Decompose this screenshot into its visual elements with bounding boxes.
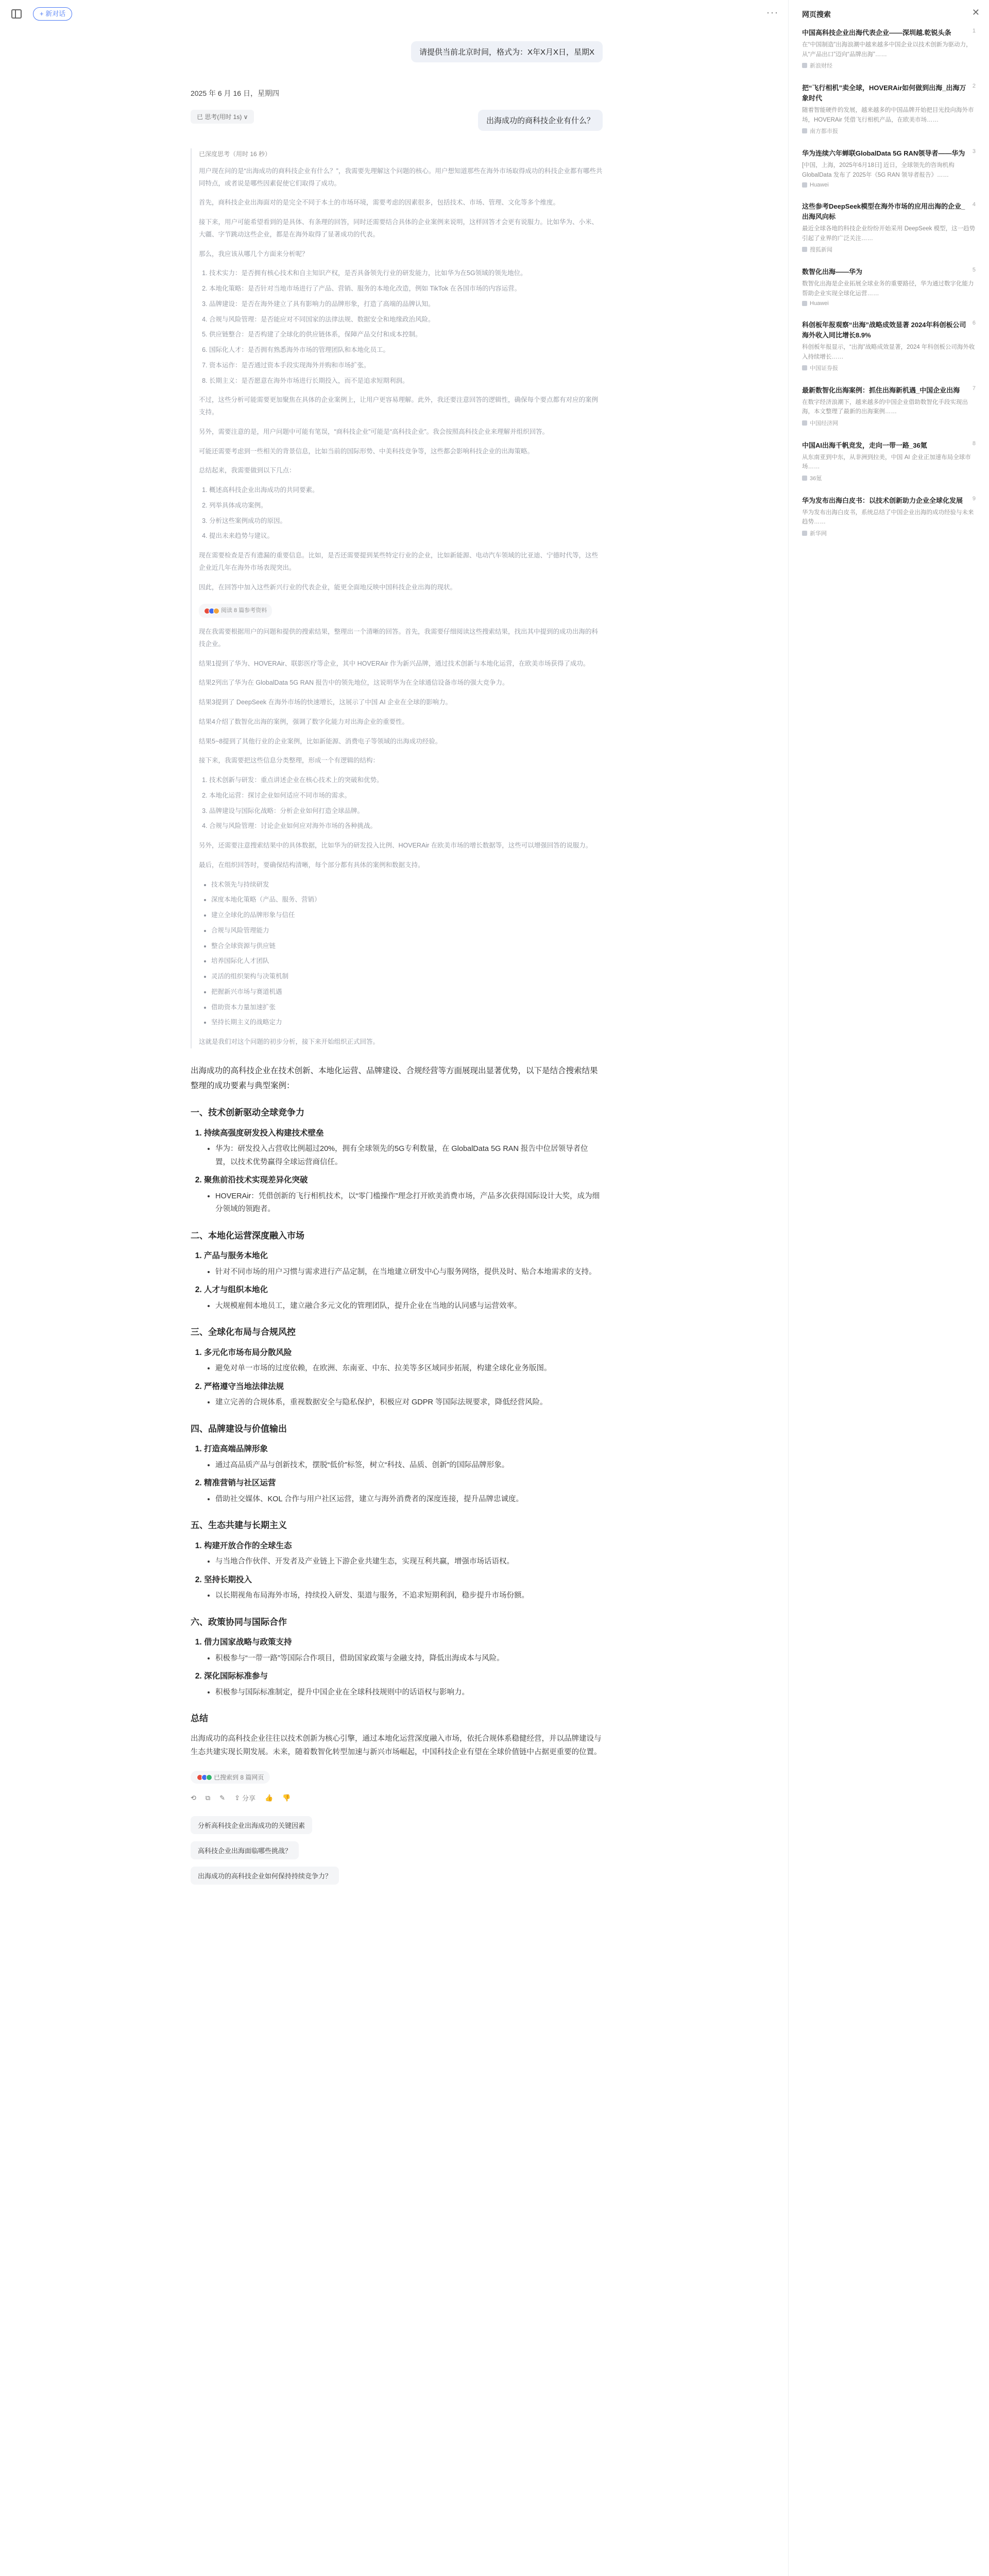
reference-source bbox=[802, 364, 976, 372]
thumbs-up-icon-glyph: 👍 bbox=[265, 1793, 274, 1802]
section-item-head: 构建开放合作的全球生态 bbox=[204, 1541, 292, 1550]
new-chat-button[interactable]: + 新对话 bbox=[33, 7, 72, 21]
edit-icon-glyph: ✎ bbox=[219, 1793, 226, 1802]
section-item-detail: • 积极参与国际标准制定，提升中国企业在全球科技规则中的话语权与影响力。 bbox=[215, 1686, 603, 1699]
followup-suggestions bbox=[191, 1816, 603, 1885]
reasoning-item: • 深度本地化策略（产品、服务、营销） bbox=[211, 894, 603, 906]
section-title: 二、本地化运营深度融入市场 bbox=[191, 1230, 304, 1241]
reference-source bbox=[802, 245, 976, 253]
reasoning-item: 另外，需要注意的是，用户问题中可能有笔误，“商科技企业”可能是“高科技企业”。我会按照高科技企业来理解并组织回答。 bbox=[199, 428, 549, 435]
reasoning-closing: 这就是我们对这个问题的初步分析，接下来开始组织正式回答。 bbox=[199, 1038, 380, 1046]
regenerate-icon-glyph: ⟲ bbox=[191, 1793, 196, 1802]
section-item bbox=[204, 1380, 603, 1410]
section-list bbox=[204, 1126, 603, 1216]
section-item-head: 打造高端品牌形象 bbox=[204, 1445, 268, 1454]
reasoning-item: 现在我需要根据用户的问题和提供的搜索结果，整理出一个清晰的回答。首先，我需要仔细阅读这些搜索结果，找出其中提到的成功出海的科技企业。 bbox=[199, 628, 599, 648]
section-item-head: 借力国家战略与政策支持 bbox=[204, 1638, 292, 1647]
reasoning-bullets bbox=[211, 879, 603, 1029]
reference-source-name: Huawei bbox=[810, 300, 829, 307]
reasoning-item: 结果1提到了华为、HOVERAir、联影医疗等企业，其中 HOVERAir 作为新兴品牌，通过技术创新与本地化运营，在欧美市场获得了成功。 bbox=[199, 659, 590, 667]
reference-item[interactable] bbox=[802, 385, 976, 427]
rail-header bbox=[789, 0, 989, 28]
followup-suggestion[interactable]: 分析高科技企业出海成功的关键因素 bbox=[191, 1816, 312, 1834]
section-item-details bbox=[215, 1459, 603, 1472]
source-favicon-icon bbox=[802, 420, 807, 426]
section-item-details bbox=[215, 1266, 603, 1279]
reference-item[interactable] bbox=[802, 83, 976, 135]
reasoning-item: 结果4介绍了数智化出海的案例，强调了数字化能力对出海企业的重要性。 bbox=[199, 718, 408, 725]
reference-number: 9 bbox=[972, 495, 976, 502]
reasoning-item: 5. 供应链整合：是否构建了全球化的供应链体系，保障产品交付和成本控制。 bbox=[209, 329, 603, 341]
section-item bbox=[204, 1173, 603, 1216]
source-favicon-icon bbox=[802, 128, 807, 133]
reasoning-item: 结果5~8提到了其他行业的企业案例，比如新能源、消费电子等领域的出海成功经验。 bbox=[199, 737, 442, 745]
reasoning-item: 4. 提出未来趋势与建议。 bbox=[209, 530, 603, 543]
reference-snippet: 随着智能硬件的发展，越来越多的中国品牌开始把目光投向海外市场，HOVERAir 凭借飞行相机产品，在欧美市场…… bbox=[802, 107, 974, 123]
reference-number: 2 bbox=[972, 82, 976, 89]
share-icon-glyph: ⇪ bbox=[234, 1793, 241, 1802]
reference-title[interactable]: 中国高科技企业出海代表企业——深圳越.乾锐头条 bbox=[802, 29, 951, 37]
reference-item[interactable] bbox=[802, 267, 976, 307]
copy-icon-glyph: ⧉ bbox=[205, 1793, 211, 1802]
section-item-detail: • 积极参与“一带一路”等国际合作项目，借助国家政策与金融支持，降低出海成本与风险。 bbox=[215, 1652, 603, 1665]
message-actions bbox=[191, 1793, 603, 1803]
section-item-head: 坚持长期投入 bbox=[204, 1575, 252, 1584]
reference-item[interactable] bbox=[802, 440, 976, 482]
reference-source-name: 36氪 bbox=[810, 475, 822, 482]
reasoning-item: 那么，我应该从哪几个方面来分析呢？ bbox=[199, 250, 309, 258]
reasoning-item: 1. 概述高科技企业出海成功的共同要素。 bbox=[209, 484, 603, 497]
badge-dots-icon bbox=[197, 1774, 211, 1781]
reference-snippet: 数智化出海是企业拓展全球业务的重要路径，华为通过数字化能力帮助企业实现全球化运营…… bbox=[802, 281, 974, 297]
assistant-answer bbox=[191, 1064, 603, 1759]
section-list bbox=[204, 1442, 603, 1506]
section-item-head: 持续高强度研发投入构建技术壁垒 bbox=[204, 1128, 324, 1138]
section-item bbox=[204, 1669, 603, 1699]
reasoning-item: 接下来，用户可能希望看到的是具体、有条理的回答，同时还需要结合具体的企业案例来说明，这样回答才会更有说服力。比如华为、小米、大疆、字节跳动这些企业，都是在海外取得了显著成功的代表。 bbox=[199, 218, 599, 238]
section-item bbox=[204, 1249, 603, 1279]
top-bar bbox=[0, 0, 788, 28]
reference-title[interactable]: 最新数智化出海案例：抓住出海新机遇_中国企业出海 bbox=[802, 386, 960, 394]
followup-suggestion[interactable]: 出海成功的高科技企业如何保持持续竞争力？ bbox=[191, 1867, 339, 1885]
source-favicon-icon bbox=[802, 531, 807, 536]
reference-item[interactable] bbox=[802, 496, 976, 537]
reasoning-item: 4. 合规与风险管理：是否能应对不同国家的法律法规、数据安全和地缘政治风险。 bbox=[209, 314, 603, 326]
reasoning-item: 7. 资本运作：是否通过资本手段实现海外并购和市场扩张。 bbox=[209, 360, 603, 372]
reference-snippet: 华为发布出海白皮书，系统总结了中国企业出海的成功经验与未来趋势…… bbox=[802, 509, 974, 526]
reference-source-name: 南方都市报 bbox=[810, 128, 838, 134]
section-item-head: 人才与组织本地化 bbox=[204, 1285, 268, 1295]
section-item bbox=[204, 1635, 603, 1665]
section-item-details bbox=[215, 1190, 603, 1216]
section-item-detail: • HOVERAir：凭借创新的飞行相机技术，以“零门槛操作”理念打开欧美消费市场，产品多次获得国际设计大奖，成为细分领域的领跑者。 bbox=[215, 1190, 603, 1216]
section-item-detail: • 华为：研发投入占营收比例超过20%，拥有全球领先的5G专利数量，在 GlobalData 5G RAN 报告中位居领导者位置，以技术优势赢得全球运营商信任。 bbox=[215, 1143, 603, 1169]
reference-item[interactable] bbox=[802, 320, 976, 372]
reasoning-item: 不过，这些分析可能需要更加聚焦在具体的企业案例上，让用户更容易理解。此外，我还要注意回答的逻辑性，确保每个要点都有对应的案例支持。 bbox=[199, 396, 599, 416]
reference-title[interactable]: 数智化出海——华为 bbox=[802, 267, 863, 276]
reasoning-title: 已深度思考（用时 16 秒） bbox=[199, 150, 271, 158]
reference-source-name: 搜狐新闻 bbox=[810, 246, 832, 253]
reasoning-item: • 建立全球化的品牌形象与信任 bbox=[211, 909, 603, 922]
section-item bbox=[204, 1476, 603, 1506]
section-item bbox=[204, 1573, 603, 1603]
reasoning-points bbox=[209, 267, 603, 387]
reasoning-item: 用户现在问的是“出海成功的商科技企业有什么？”，我需要先理解这个问题的核心。用户想知道那些在海外市场取得成功的科技企业都有哪些共同特点，或者说是哪些因素促使它们取得了成功。 bbox=[199, 167, 603, 187]
reference-number: 4 bbox=[972, 201, 976, 208]
source-chip-label: 阅读 8 篇参考资料 bbox=[221, 607, 267, 614]
reasoning-item: • 把握新兴市场与赛道机遇 bbox=[211, 986, 603, 998]
reference-source bbox=[802, 127, 976, 135]
source-favicon-icon bbox=[802, 182, 807, 188]
reference-source-name: 新浪财经 bbox=[810, 62, 832, 69]
section-item-head: 严格遵守当地法律法规 bbox=[204, 1382, 284, 1391]
reference-source bbox=[802, 419, 976, 427]
reasoning-item: 结果3提到了 DeepSeek 在海外市场的快速增长，这展示了中国 AI 企业在全球的影响力。 bbox=[199, 699, 452, 706]
reasoning-item: 3. 品牌建设：是否在海外建立了具有影响力的品牌形象，打造了高端的品牌认知。 bbox=[209, 298, 603, 311]
reasoning-item: 2. 本地化策略：是否针对当地市场进行了产品、营销、服务的本地化改造，例如 TikTok 在各国市场的内容运营。 bbox=[209, 283, 603, 295]
share-button-label: 分享 bbox=[242, 1794, 256, 1803]
section-list bbox=[204, 1539, 603, 1603]
reasoning-item: 4. 合规与风险管理：讨论企业如何应对海外市场的各种挑战。 bbox=[209, 820, 603, 833]
reference-number: 3 bbox=[972, 148, 976, 155]
reference-source-name: 新华网 bbox=[810, 530, 827, 537]
source-favicon-icon bbox=[802, 476, 807, 481]
reasoning-item: 3. 品牌建设与国际化战略：分析企业如何打造全球品牌。 bbox=[209, 805, 603, 818]
search-badge[interactable] bbox=[191, 1771, 270, 1784]
reasoning-item: 6. 国际化人才：是否拥有熟悉海外市场的管理团队和本地化员工。 bbox=[209, 344, 603, 357]
section-item-head: 深化国际标准参与 bbox=[204, 1672, 268, 1681]
search-badge-label: 已搜索到 8 篇网页 bbox=[214, 1774, 264, 1782]
source-chip[interactable] bbox=[199, 604, 272, 618]
reference-source bbox=[802, 529, 976, 537]
user-message-1: 请提供当前北京时间，格式为：X年X月X日，星期X bbox=[411, 41, 603, 62]
reference-snippet: 在数字经济浪潮下，越来越多的中国企业借助数智化手段实现出海，本文整理了最新的出海案例…… bbox=[802, 399, 968, 415]
reference-source bbox=[802, 61, 976, 70]
section-item-detail: • 大规模雇佣本地员工，建立融合多元文化的管理团队，提升企业在当地的认同感与运营效率。 bbox=[215, 1300, 603, 1313]
reasoning-item: 最后，在组织回答时，要确保结构清晰，每个部分都有具体的案例和数据支持。 bbox=[199, 861, 424, 869]
reference-number: 8 bbox=[972, 440, 976, 447]
section-item-head: 产品与服务本地化 bbox=[204, 1251, 268, 1260]
more-options-icon[interactable]: ··· bbox=[766, 7, 779, 18]
reasoning-item: 1. 技术创新与研发：重点讲述企业在核心技术上的突破和优势。 bbox=[209, 774, 603, 787]
rail-title: 网页搜索 bbox=[802, 10, 831, 19]
reference-title[interactable]: 科创板年报观察“出海”战略成效显著 2024年科创板公司海外收入同比增长8.9% bbox=[802, 320, 966, 340]
reasoning-item: 首先，商科技企业出海面对的是完全不同于本土的市场环境，需要考虑的因素很多，包括技术、市场、管理、文化等多个维度。 bbox=[199, 199, 560, 207]
reasoning-item: • 灵活的组织架构与决策机制 bbox=[211, 971, 603, 983]
summary-title: 总结 bbox=[191, 1714, 208, 1724]
reasoning-todo bbox=[209, 484, 603, 543]
source-favicon-icon bbox=[802, 63, 807, 68]
section-item-head: 聚焦前沿技术实现差异化突破 bbox=[204, 1176, 308, 1185]
section-item bbox=[204, 1539, 603, 1569]
reasoning-paragraphs-5 bbox=[199, 840, 603, 872]
section-item-detail: • 借助社交媒体、KOL 合作与用户社区运营，建立与海外消费者的深度连接，提升品牌忠诚度。 bbox=[215, 1493, 603, 1506]
user-message-2: 出海成功的商科技企业有什么？ bbox=[478, 110, 603, 131]
reasoning-item: 8. 长期主义：是否愿意在海外市场进行长期投入，而不是追求短期利润。 bbox=[209, 375, 603, 387]
section-item-detail: • 以长期视角布局海外市场，持续投入研发、渠道与服务，不追求短期利润，稳步提升市场份额。 bbox=[215, 1589, 603, 1602]
section-item-detail: • 通过高品质产品与创新技术，摆脱“低价”标签，树立“科技、品质、创新”的国际品牌形象。 bbox=[215, 1459, 603, 1472]
section-item-head: 多元化市场布局分散风险 bbox=[204, 1348, 292, 1357]
followup-suggestion[interactable]: 高科技企业出海面临哪些挑战？ bbox=[191, 1841, 299, 1859]
reference-title[interactable]: 把“飞行相机”卖全球，HOVERAir如何做到出海_出海万象时代 bbox=[802, 83, 966, 103]
section-list bbox=[204, 1346, 603, 1410]
reference-title[interactable]: 华为连续六年蝉联GlobalData 5G RAN领导者——华为 bbox=[802, 149, 965, 157]
reference-item[interactable] bbox=[802, 201, 976, 253]
reference-number: 6 bbox=[972, 319, 976, 326]
reasoning-item: 可能还需要考虑到一些相关的背景信息，比如当前的国际形势、中美科技竞争等，这些都会影响科技企业的出海策略。 bbox=[199, 447, 534, 455]
assistant-date-reply: 2025 年 6 月 16 日，星期四 bbox=[191, 89, 279, 97]
close-icon[interactable]: ✕ bbox=[971, 7, 980, 18]
reasoning-item: 总结起来，我需要做到以下几点： bbox=[199, 467, 296, 474]
summary-text: 出海成功的高科技企业往往以技术创新为核心引擎，通过本地化运营深度融入市场，依托合规体系稳健经营，并以品牌建设与生态共建实现长期发展。未来，随着数智化转型加速与新兴市场崛起，中国科技企业有望在全球价值链中占据更重要的位置。 bbox=[191, 1734, 602, 1757]
reasoning-item: 结果2列出了华为在 GlobalData 5G RAN 报告中的领先地位，这说明华为在全球通信设备市场的强大竞争力。 bbox=[199, 679, 509, 687]
section-title: 五、生态共建与长期主义 bbox=[191, 1520, 287, 1531]
section-item bbox=[204, 1126, 603, 1169]
reference-source bbox=[802, 300, 976, 307]
reasoning-panel bbox=[191, 148, 603, 1048]
section-item-details bbox=[215, 1143, 603, 1169]
reasoning-todo2 bbox=[209, 774, 603, 833]
reference-title[interactable]: 这些参考DeepSeek模型在海外市场的应用出海的企业_出海风向标 bbox=[802, 202, 965, 221]
source-favicon-icon bbox=[802, 301, 807, 306]
answer-intro: 出海成功的高科技企业在技术创新、本地化运营、品牌建设、合规经营等方面展现出显著优势，以下是结合搜索结果整理的成功要素与典型案例： bbox=[191, 1066, 598, 1090]
search-results-panel bbox=[788, 0, 989, 2576]
regenerate-icon[interactable] bbox=[191, 1794, 196, 1802]
reasoning-paragraphs bbox=[199, 165, 603, 261]
reasoning-item: • 整合全球资源与供应链 bbox=[211, 940, 603, 953]
section-item-detail: • 避免对单一市场的过度依赖，在欧洲、东南亚、中东、拉美等多区域同步拓展，构建全球化业务版图。 bbox=[215, 1362, 603, 1375]
section-list bbox=[204, 1249, 603, 1313]
reference-number: 1 bbox=[972, 28, 976, 34]
section-item bbox=[204, 1442, 603, 1472]
reference-number: 7 bbox=[972, 385, 976, 392]
copy-icon[interactable] bbox=[206, 1794, 210, 1802]
section-item bbox=[204, 1283, 603, 1313]
source-favicon-icon bbox=[802, 247, 807, 252]
sidebar-toggle-icon[interactable] bbox=[11, 9, 22, 19]
section-item-detail: • 与当地合作伙伴、开发者及产业链上下游企业共建生态，实现互利共赢，增强市场话语权。 bbox=[215, 1555, 603, 1568]
section-item bbox=[204, 1346, 603, 1376]
section-title: 四、品牌建设与价值输出 bbox=[191, 1423, 287, 1434]
share-button[interactable] bbox=[234, 1793, 255, 1803]
reference-item[interactable] bbox=[802, 28, 976, 70]
section-item-details bbox=[215, 1300, 603, 1313]
reference-snippet: 从东南亚到中东，从非洲到拉美，中国 AI 企业正加速布局全球市场…… bbox=[802, 454, 971, 470]
section-title: 一、技术创新驱动全球竞争力 bbox=[191, 1108, 304, 1118]
reasoning-item: • 借助资本力量加速扩张 bbox=[211, 1002, 603, 1014]
reasoning-item: 因此，在回答中加入这些新兴行业的代表企业，能更全面地反映中国科技企业出海的现状。 bbox=[199, 583, 457, 591]
section-item-head: 精准营销与社区运营 bbox=[204, 1479, 276, 1488]
reasoning-item: 2. 本地化运营：探讨企业如何适应不同市场的需求。 bbox=[209, 790, 603, 802]
reference-source-name: Huawei bbox=[810, 181, 829, 188]
thumbs-up-icon[interactable] bbox=[265, 1794, 273, 1802]
reference-title[interactable]: 中国AI出海千帆竞发，走向一带一路_36氪 bbox=[802, 441, 927, 449]
thumbs-down-icon-glyph: 👎 bbox=[282, 1793, 291, 1802]
reasoning-item: 2. 列举具体成功案例。 bbox=[209, 500, 603, 512]
reasoning-paragraphs-2 bbox=[199, 394, 603, 477]
section-item-details bbox=[215, 1686, 603, 1699]
reference-source bbox=[802, 182, 976, 188]
section-item-detail: • 针对不同市场的用户习惯与需求进行产品定制，在当地建立研发中心与服务网络，提供及时、贴合本地需求的支持。 bbox=[215, 1266, 603, 1279]
reasoning-item: 3. 分析这些案例成功的原因。 bbox=[209, 515, 603, 528]
reasoning-item: • 坚持长期主义的战略定力 bbox=[211, 1016, 603, 1029]
reasoning-item: 现在需要检查是否有遗漏的重要信息。比如，是否还需要提到某些特定行业的企业，比如新能源、电动汽车领域的比亚迪、宁德时代等，这些企业近几年在海外市场表现突出。 bbox=[199, 552, 599, 571]
reasoning-item: • 合规与风险管理能力 bbox=[211, 925, 603, 937]
section-title: 三、全球化布局与合规风控 bbox=[191, 1327, 296, 1337]
reference-snippet: 在“中国制造”出海浪潮中越来越多中国企业以技术创新为驱动力，从“产品出口”迈向“品牌出海”…… bbox=[802, 42, 972, 58]
reference-source-name: 中国经济网 bbox=[810, 420, 838, 427]
section-item-details bbox=[215, 1396, 603, 1409]
reference-title[interactable]: 华为发布出海白皮书：以技术创新助力企业全球化发展 bbox=[802, 496, 963, 504]
reference-item[interactable] bbox=[802, 148, 976, 188]
edit-icon[interactable] bbox=[219, 1794, 225, 1802]
reference-snippet: 最近全球各地的科技企业纷纷开始采用 DeepSeek 模型，这一趋势引起了业界的广泛关注…… bbox=[802, 226, 976, 242]
reasoning-item: • 培养国际化人才团队 bbox=[211, 955, 603, 968]
reasoning-paragraphs-4 bbox=[199, 626, 603, 748]
section-item-details bbox=[215, 1555, 603, 1568]
thinking-toggle[interactable]: 已 思考(用时 1s) ∨ bbox=[191, 110, 254, 124]
section-item-detail: • 建立完善的合规体系，重视数据安全与隐私保护，积极应对 GDPR 等国际法规要求，降低经营风险。 bbox=[215, 1396, 603, 1409]
reference-snippet: 科创板年报显示，“出海”战略成效显著，2024 年科创板公司海外收入持续增长…… bbox=[802, 344, 975, 360]
reference-source bbox=[802, 474, 976, 482]
reference-source-name: 中国证券报 bbox=[810, 365, 838, 371]
chat-thread bbox=[191, 41, 603, 1892]
section-item-details bbox=[215, 1652, 603, 1665]
section-item-details bbox=[215, 1493, 603, 1506]
source-dots-icon bbox=[204, 608, 218, 614]
answer-sections bbox=[191, 1105, 603, 1699]
section-item-details bbox=[215, 1589, 603, 1602]
reasoning-todo2-intro: 接下来，我需要把这些信息分类整理，形成一个有逻辑的结构： bbox=[199, 757, 380, 765]
section-title: 六、政策协同与国际合作 bbox=[191, 1617, 287, 1627]
reasoning-item: 另外，还需要注意搜索结果中的具体数据，比如华为的研发投入比例、HOVERAir 在欧美市场的增长数据等，这些可以增强回答的说服力。 bbox=[199, 842, 592, 850]
reasoning-item: 1. 技术实力：是否拥有核心技术和自主知识产权，是否具备领先行业的研发能力，比如华为在5G领域的领先地位。 bbox=[209, 267, 603, 280]
section-item-details bbox=[215, 1362, 603, 1375]
reasoning-paragraphs-3 bbox=[199, 550, 603, 594]
source-favicon-icon bbox=[802, 365, 807, 370]
reference-list bbox=[789, 28, 989, 537]
thumbs-down-icon[interactable] bbox=[282, 1794, 291, 1802]
reference-snippet: [中国，上海，2025年6月18日] 近日，全球领先的咨询机构 GlobalData 发布了 2025年《5G RAN 领导者报告》…… bbox=[802, 162, 954, 178]
section-list bbox=[204, 1635, 603, 1699]
reasoning-item: • 技术领先与持续研发 bbox=[211, 879, 603, 891]
reference-number: 5 bbox=[972, 266, 976, 273]
